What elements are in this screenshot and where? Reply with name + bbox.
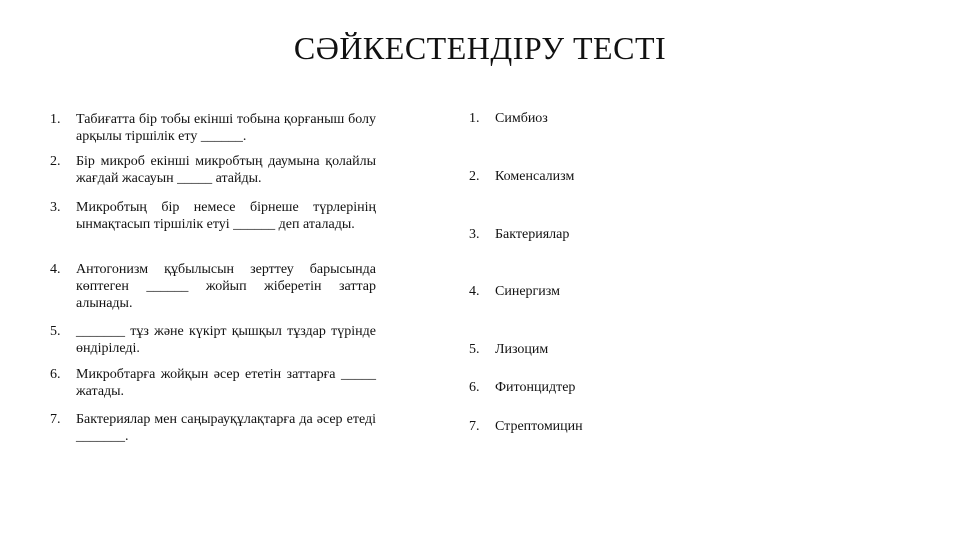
question-number: 3. [50,200,61,215]
question-text: Бір микроб екінші микробтың даумына қолайлы жағдай жасауын _____ атайды. [76,154,376,186]
question-text: Бактериялар мен саңырауқұлақтарға да әсер етеді _______. [76,412,376,444]
answer-text: Бактериялар [495,227,570,242]
answer-text: Симбиоз [495,111,548,126]
question-item [50,261,376,312]
answer-number: 2. [469,169,480,184]
answer-number: 4. [469,284,480,299]
answer-item [469,379,575,396]
question-text: Микробтарға жойқын әсер ететін заттарға _____ жатады. [76,367,376,399]
question-text: _______ тұз және күкірт қышқыл тұздар түрінде өндіріледі. [76,324,376,356]
question-text: Антогонизм құбылысын зерттеу барысында көптеген ______ жойып жіберетін заттар алынады. [76,262,376,311]
answer-item [469,226,569,243]
answer-text: Синергизм [495,284,560,299]
answer-text: Фитонцидтер [495,380,576,395]
question-number: 5. [50,324,61,339]
question-item [50,411,376,445]
answer-text: Стрептомицин [495,419,583,434]
answer-item [469,341,548,358]
question-text: Табиғатта бір тобы екінші тобына қорғаныш болу арқылы тіршілік ету ______. [76,112,376,144]
answer-number: 6. [469,380,480,395]
question-text: Микробтың бір немесе бірнеше түрлерінің ынмақтасып тіршілік етуі ______ деп аталады. [76,200,376,232]
question-item [50,366,376,400]
answer-number: 7. [469,419,480,434]
question-item [50,323,376,357]
answer-item [469,418,583,435]
answer-item [469,283,560,300]
question-item [50,111,376,145]
question-number: 7. [50,412,61,427]
question-item [50,199,376,233]
question-number: 4. [50,262,61,277]
question-number: 2. [50,154,61,169]
answer-item [469,110,548,127]
answer-number: 3. [469,227,480,242]
answer-text: Коменсализм [495,169,575,184]
question-item [50,153,376,187]
answer-item [469,168,574,185]
answer-text: Лизоцим [495,342,549,357]
answer-number: 1. [469,111,480,126]
answer-number: 5. [469,342,480,357]
question-number: 6. [50,367,61,382]
page-title: СӘЙКЕСТЕНДІРУ ТЕСТІ [293,30,667,66]
question-number: 1. [50,112,61,127]
